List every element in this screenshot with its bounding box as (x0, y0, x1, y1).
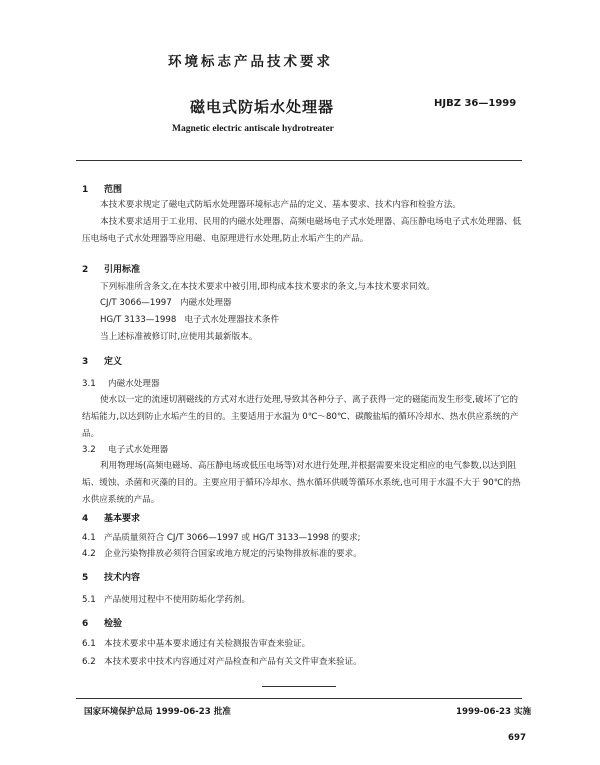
page-number: 697 (508, 733, 526, 743)
section-title: 基本要求 (104, 514, 141, 524)
section-2-heading (82, 262, 140, 275)
approval-line: 国家环境保护总局 1999-06-23 批准 (84, 707, 231, 717)
subsection-number: 3.2 (82, 445, 96, 455)
section-2-paragraph-2: 当上述标准被修订时,应使用其最新版本。 (100, 332, 258, 342)
item-number: 6.2 (82, 657, 96, 667)
section-1-heading (82, 182, 122, 195)
section-3-heading (82, 354, 122, 367)
reference-hgt-3133: HG/T 3133—1998 电子式水处理器技术条件 (100, 315, 280, 325)
item-text: 产品使用过程中不使用防垢化学药剂。 (104, 595, 251, 605)
item-text: 本技术要求中基本要求通过有关检测报告审查来验证。 (104, 639, 311, 649)
header-rule (76, 160, 522, 161)
section-6-heading (82, 616, 122, 629)
subsection-3-1-text: 使水以一定的流速切割磁线的方式对水进行处理,导致其各种分子、离子获得一定的磁能而发生形变,破坏了它的结垢能力,以达到防止水垢产生的目的。主要适用于水温为 0℃～80℃、碳酸盐垢的循环冷却水、热水供应系统的产品。 (82, 395, 519, 439)
item-4-2 (82, 547, 362, 559)
item-number: 4.1 (82, 533, 96, 543)
section-1-paragraph-1: 本技术要求规定了磁电式防垢水处理器环境标志产品的定义、基本要求、技术内容和检验方法。 (100, 200, 461, 210)
subsection-3-2-text: 利用物理场(高频电磁场、高压静电场或低压电场等)对水进行处理,并根据需要来设定相应的电气参数,以达到阻垢、缓蚀、杀菌和灭藻的目的。主要应用于循环冷却水、热水循环供暖等循环水系统,也可用于水温不大于 90℃的热水供应系统的产品。 (82, 461, 521, 505)
item-4-1 (82, 531, 360, 543)
item-text: 企业污染物排放必须符合国家或地方规定的污染物排放标准的要求。 (104, 549, 362, 559)
reference-cjt-3066: CJ/T 3066—1997 内磁水处理器 (100, 298, 232, 308)
section-4-heading (82, 511, 140, 524)
section-number: 2 (82, 265, 89, 275)
subsection-3-1-heading (82, 377, 160, 389)
item-number: 4.2 (82, 549, 96, 559)
section-title: 技术内容 (104, 573, 141, 583)
footer-rule (76, 698, 522, 699)
item-5-1 (82, 593, 250, 605)
end-rule (262, 686, 336, 687)
section-1-paragraph-2: 本技术要求适用于工业用、民用的内磁水处理器、高频电磁场电子式水处理器、高压静电场电子式水处理器、低压电场电子式水处理器等应用磁、电原理进行水处理,防止水垢产生的产品。 (82, 217, 522, 244)
section-number: 5 (82, 573, 89, 583)
section-number: 6 (82, 619, 89, 629)
section-title: 范围 (104, 185, 123, 195)
section-number: 1 (82, 185, 89, 195)
item-number: 5.1 (82, 595, 96, 605)
subsection-title: 电子式水处理器 (108, 445, 169, 455)
item-number: 6.1 (82, 639, 96, 649)
section-5-heading (82, 570, 140, 583)
section-title: 定义 (104, 357, 123, 367)
section-2-paragraph-1: 下列标准所含条文,在本技术要求中被引用,即构成本技术要求的条文,与本技术要求同效。 (100, 282, 435, 292)
section-title: 引用标准 (104, 265, 141, 275)
subsection-number: 3.1 (82, 379, 96, 389)
item-text: 产品质量须符合 CJ/T 3066—1997 或 HG/T 3133—1998 的要求; (104, 533, 361, 543)
subsection-3-2-heading (82, 443, 168, 455)
item-text: 本技术要求中技术内容通过对产品检查和产品有关文件审查来验证。 (104, 657, 362, 667)
section-number: 3 (82, 357, 89, 367)
subsection-title: 内磁水处理器 (108, 379, 160, 389)
item-6-1 (82, 637, 310, 649)
effective-date: 1999-06-23 实施 (456, 707, 532, 717)
section-number: 4 (82, 514, 89, 524)
document-subtitle-en: Magnetic electric antiscale hydrotreater (172, 124, 334, 134)
section-title: 检验 (104, 619, 123, 629)
document-title: 磁电式防垢水处理器 (190, 98, 335, 116)
item-6-2 (82, 655, 362, 667)
standard-category: 环境标志产品技术要求 (168, 54, 333, 70)
document-code: HJBZ 36—1999 (434, 98, 517, 109)
